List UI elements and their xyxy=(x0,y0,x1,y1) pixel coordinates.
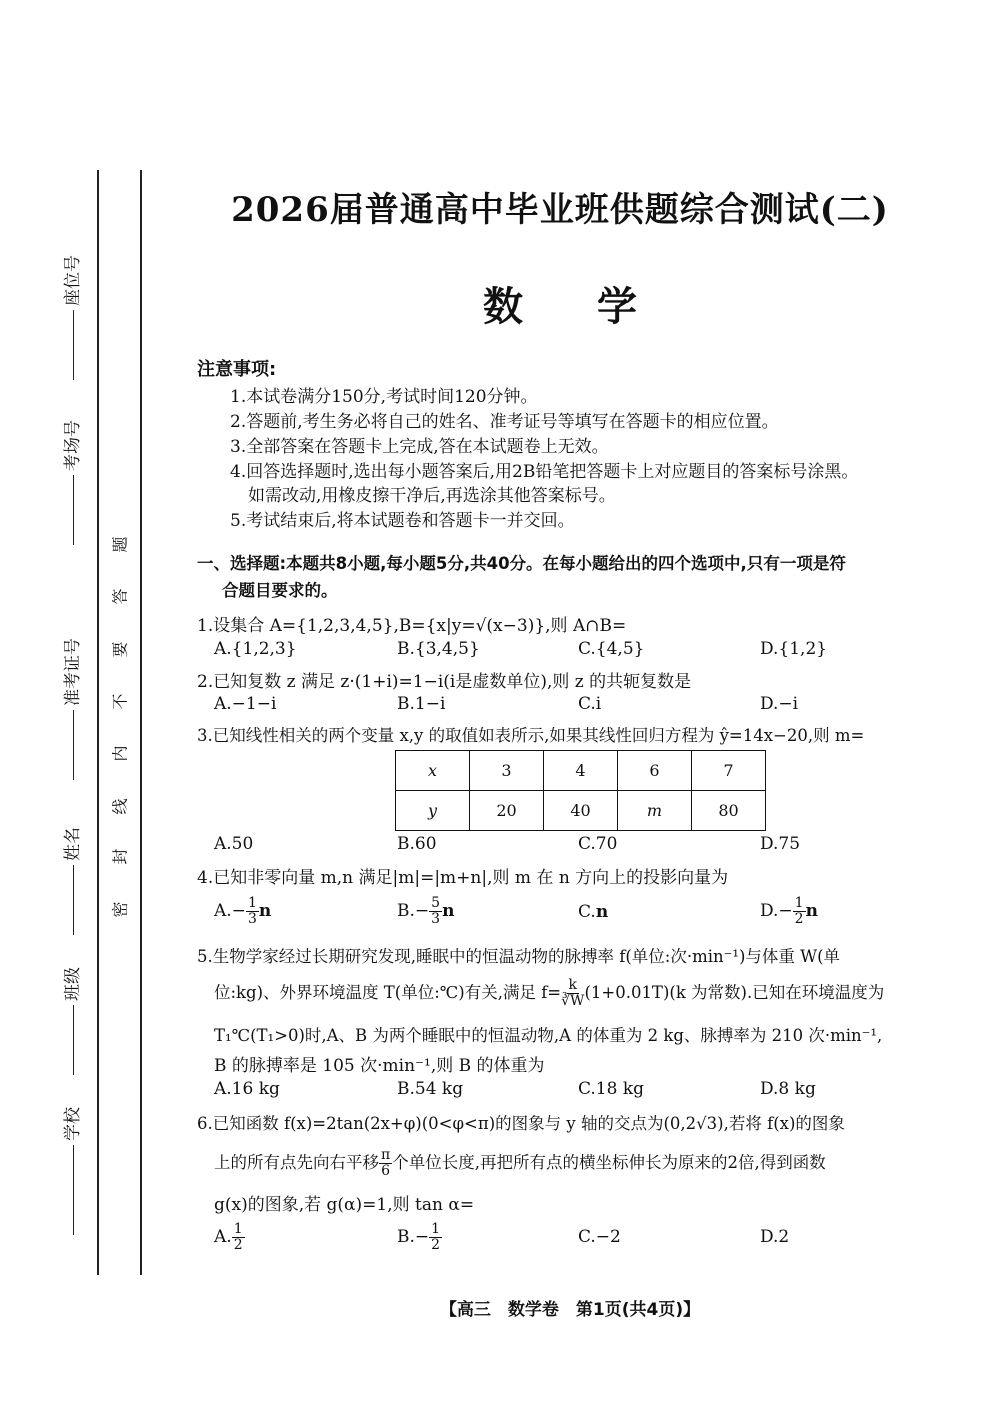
question-6-stem: g(x)的图象,若 g(α)=1,则 tan α= xyxy=(214,1195,475,1215)
option-d[interactable]: D.{1,2} xyxy=(760,639,828,659)
option-a[interactable]: A.16 kg xyxy=(214,1079,280,1099)
seal-char: 不 xyxy=(110,693,130,710)
option-a[interactable]: A. $\frac{1}{2}$ xyxy=(214,1221,243,1253)
question-5-stem: B 的脉搏率是 105 次·min⁻¹,则 B 的体重为 xyxy=(214,1056,545,1076)
notice-item: 1.本试卷满分150分,考试时间120分钟。 xyxy=(230,387,538,407)
field-admission-number[interactable] xyxy=(58,638,83,780)
question-2-stem: 2.已知复数 z 满足 z·(1+i)=1−i(i是虚数单位),则 z 的共轭复数是 xyxy=(197,672,692,692)
table-cell: 3 xyxy=(470,751,544,791)
option-d[interactable]: D.8 kg xyxy=(760,1079,816,1099)
field-school[interactable] xyxy=(58,1107,83,1235)
option-b[interactable]: B.1−i xyxy=(397,694,446,714)
option-c[interactable]: C.{4,5} xyxy=(578,639,645,659)
data-table xyxy=(395,750,766,831)
table-cell: 6 xyxy=(618,751,692,791)
table-cell: 40 xyxy=(544,791,618,831)
exam-title: 2026届普通高中毕业班供题综合测试(二) xyxy=(231,190,889,230)
field-name[interactable] xyxy=(58,827,83,935)
option-a[interactable]: A.−1−i xyxy=(214,694,277,714)
field-label: 姓名 xyxy=(63,827,83,861)
option-c[interactable]: C.70 xyxy=(578,834,618,854)
option-b[interactable]: B.54 kg xyxy=(397,1079,464,1099)
table-cell: m xyxy=(618,791,692,831)
option-c[interactable]: C.i xyxy=(578,694,602,714)
option-b[interactable]: B.60 xyxy=(397,834,437,854)
notice-item: 5.考试结束后,将本试题卷和答题卡一并交回。 xyxy=(230,511,575,531)
field-exam-room[interactable] xyxy=(58,420,83,545)
section-heading: 合题目要求的。 xyxy=(222,581,338,600)
question-5-stem: 5.生物学家经过长期研究发现,睡眠中的恒温动物的脉搏率 f(单位:次·min⁻¹)与体重 W(单 xyxy=(197,947,841,966)
table-cell: x xyxy=(396,751,470,791)
table-cell: 20 xyxy=(470,791,544,831)
binding-line-outer xyxy=(97,170,99,1275)
option-b[interactable]: B.− $\frac{5}{3}$ n xyxy=(397,895,455,927)
seal-char: 内 xyxy=(110,745,130,762)
section-heading: 一、选择题:本题共8小题,每小题5分,共40分。在每小题给出的四个选项中,只有一项是符 xyxy=(197,554,846,573)
table-cell: 7 xyxy=(692,751,766,791)
field-label: 准考证号 xyxy=(63,638,83,706)
option-d[interactable]: D.2 xyxy=(760,1227,790,1247)
seal-char: 题 xyxy=(110,536,130,553)
question-5-stem: T₁℃(T₁>0)时,A、B 为两个睡眠中的恒温动物,A 的体重为 2 kg、脉搏率为 210 次·min⁻¹, xyxy=(214,1026,883,1045)
option-b[interactable]: B.− $\frac{1}{2}$ xyxy=(397,1221,441,1253)
table-cell: 4 xyxy=(544,751,618,791)
notice-heading: 注意事项: xyxy=(197,359,277,380)
notice-item: 3.全部答案在答题卡上完成,答在本试题卷上无效。 xyxy=(230,437,609,457)
option-a[interactable]: A.50 xyxy=(214,834,254,854)
question-5-stem: 位:kg)、外界环境温度 T(单位:℃)有关,满足 f= $\frac{k}{∛W}$ (1+0.01T)(k 为常数).已知在环境温度为 xyxy=(214,977,885,1009)
option-a[interactable]: A.{1,2,3} xyxy=(214,639,297,659)
option-c[interactable]: C.18 kg xyxy=(578,1079,645,1099)
question-6-stem: 6.已知函数 f(x)=2tan(2x+φ)(0<φ<π)的图象与 y 轴的交点为(0,2√3),若将 f(x)的图象 xyxy=(197,1114,845,1133)
seal-char: 密 xyxy=(110,901,130,918)
seal-char: 答 xyxy=(110,588,130,605)
option-d[interactable]: D.75 xyxy=(760,834,801,854)
notice-item: 如需改动,用橡皮擦干净后,再选涂其他答案标号。 xyxy=(248,486,616,506)
field-label: 班级 xyxy=(63,967,83,1001)
option-d[interactable]: D.− $\frac{1}{2}$ n xyxy=(760,895,818,927)
option-a[interactable]: A.− $\frac{1}{3}$ n xyxy=(214,895,272,927)
seal-char: 封 xyxy=(110,848,130,865)
table-cell: 80 xyxy=(692,791,766,831)
notice-item: 2.答题前,考生务必将自己的姓名、准考证号等填写在答题卡的相应位置。 xyxy=(230,412,779,432)
seal-char: 线 xyxy=(110,798,130,815)
field-label: 考场号 xyxy=(63,420,83,471)
table-row xyxy=(396,751,766,791)
table-row xyxy=(396,791,766,831)
page-footer: 【高三 数学卷 第1页(共4页)】 xyxy=(439,1300,701,1320)
option-c[interactable]: C.n xyxy=(578,902,609,922)
option-b[interactable]: B.{3,4,5} xyxy=(397,639,480,659)
question-6-stem: 上的所有点先向右平移 $\frac{\pi}{6}$ 个单位长度,再把所有点的横坐标伸长为原来的2倍,得到函数 xyxy=(214,1147,826,1179)
question-4-stem: 4.已知非零向量 m,n 满足|m|=|m+n|,则 m 在 n 方向上的投影向量为 xyxy=(197,868,729,888)
table-cell: y xyxy=(396,791,470,831)
binding-line-inner xyxy=(140,170,142,1275)
option-d[interactable]: D.−i xyxy=(760,694,799,714)
subject-title: 数 学 xyxy=(483,284,637,330)
question-1-stem: 1.设集合 A={1,2,3,4,5},B={x|y=√(x−3)},则 A∩B= xyxy=(197,616,627,636)
notice-item: 4.回答选择题时,选出每小题答案后,用2B铅笔把答题卡上对应题目的答案标号涂黑。 xyxy=(230,462,859,482)
seal-char: 要 xyxy=(110,641,130,658)
question-3-stem: 3.已知线性相关的两个变量 x,y 的取值如表所示,如果其线性回归方程为 ŷ=14x−20,则 m= xyxy=(197,726,865,745)
option-c[interactable]: C.−2 xyxy=(578,1227,621,1247)
field-label: 学校 xyxy=(63,1107,83,1141)
field-class[interactable] xyxy=(58,967,83,1075)
field-label: 座位号 xyxy=(63,255,83,306)
